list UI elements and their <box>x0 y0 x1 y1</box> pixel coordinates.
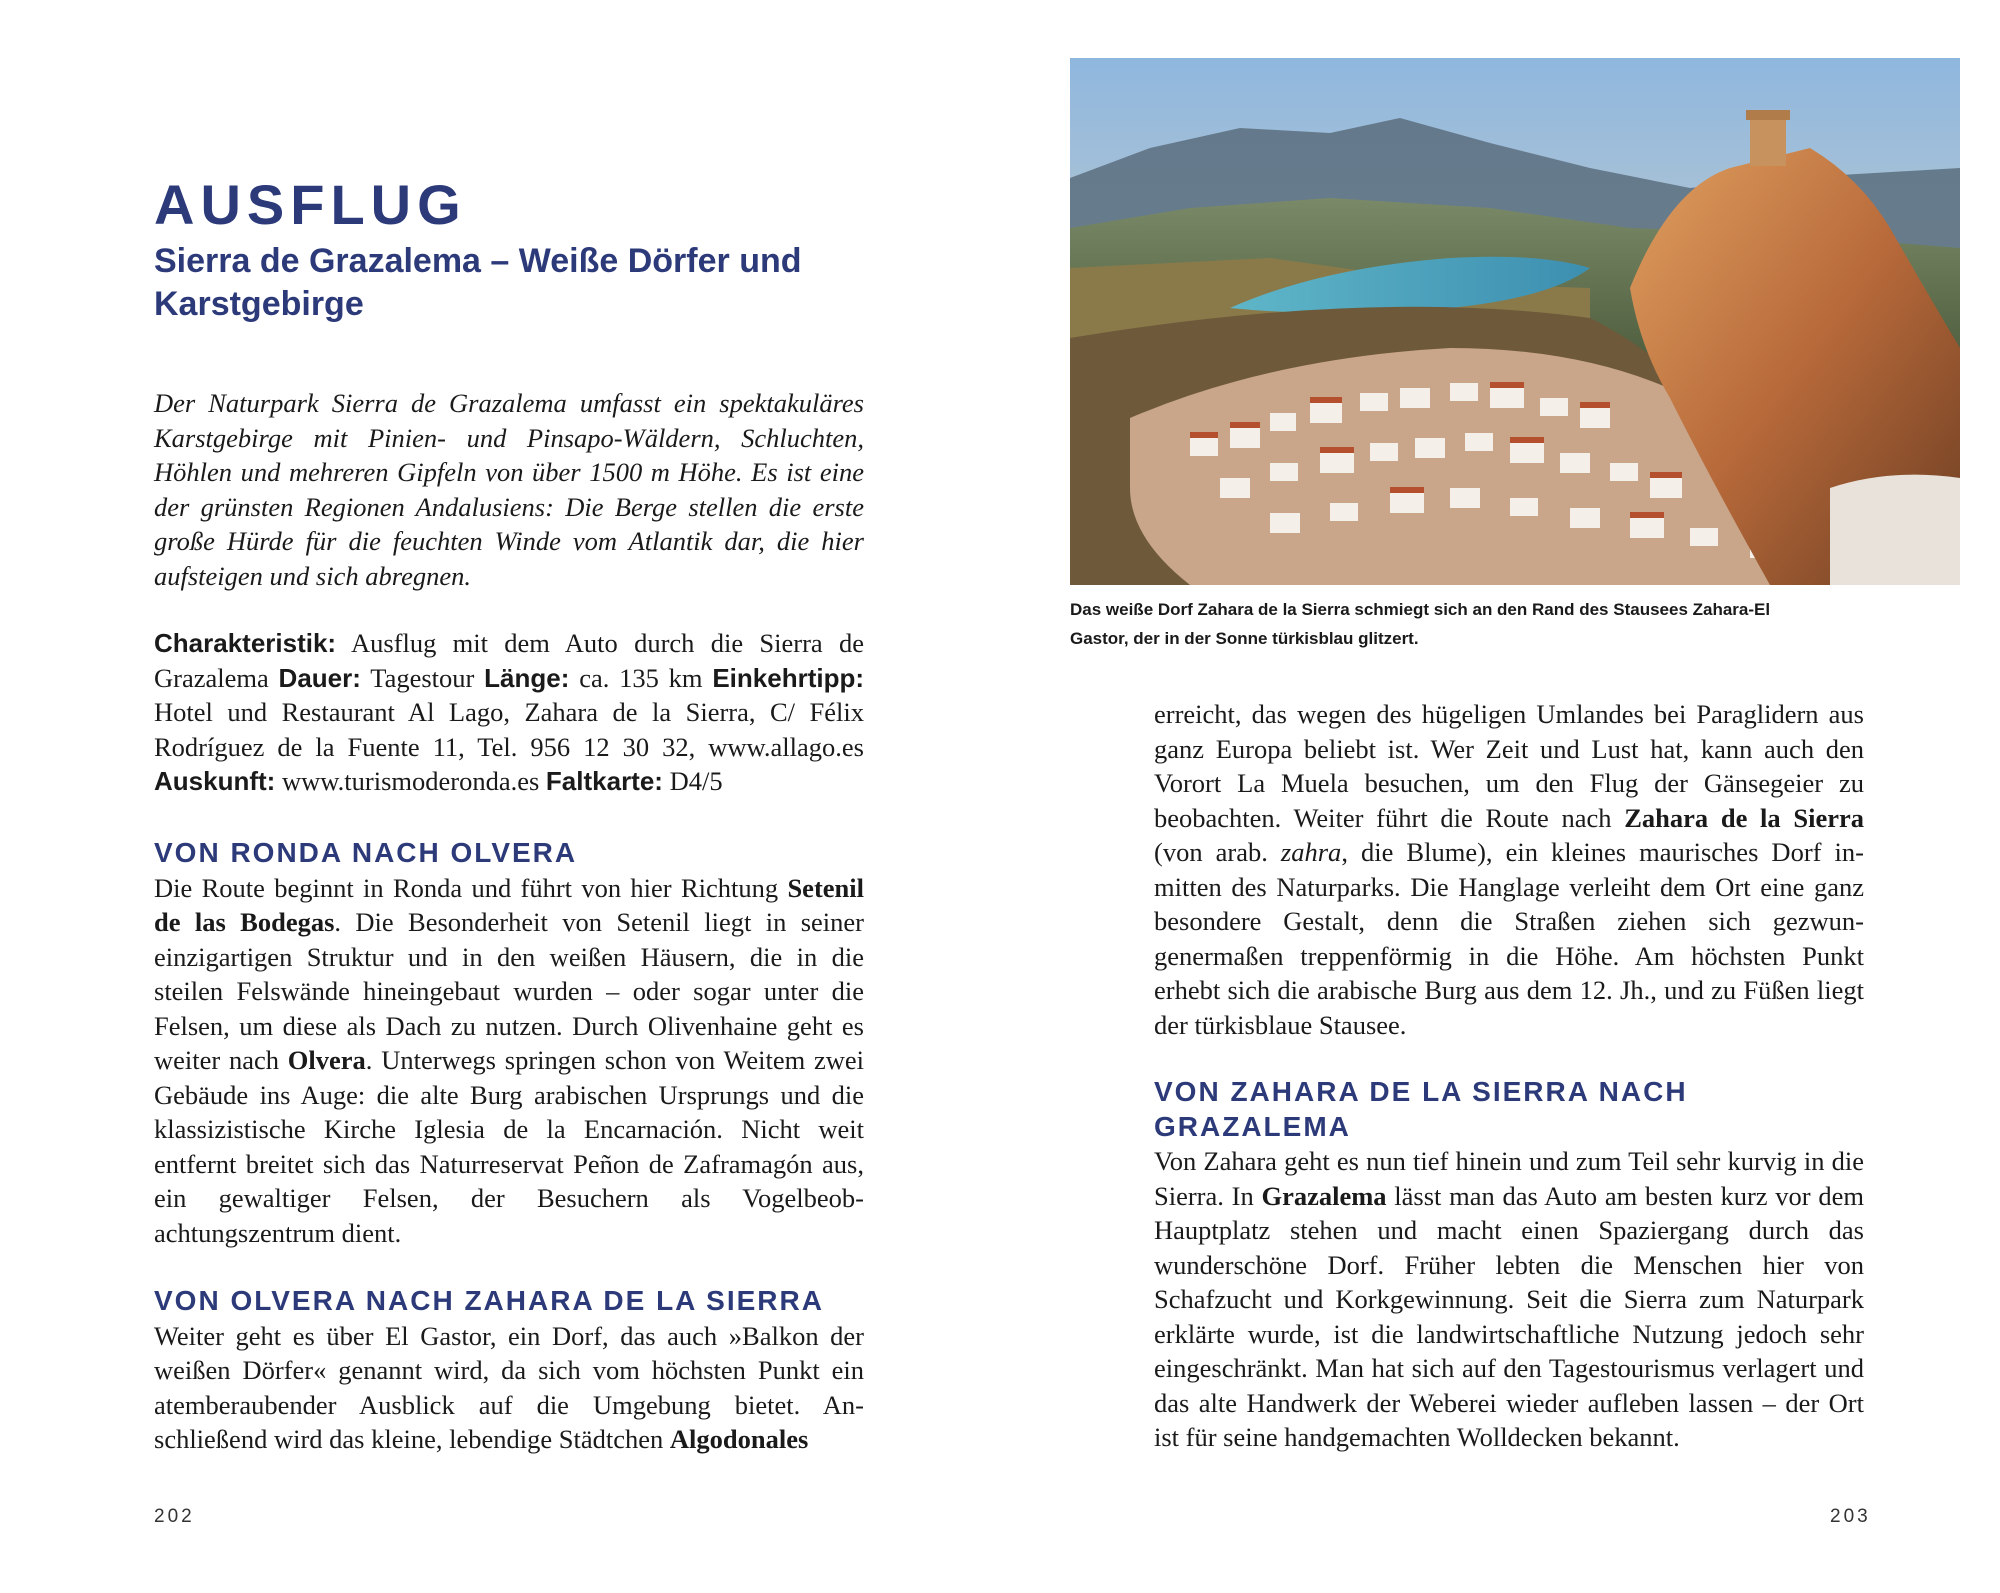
facts-dauer-value: Tagestour <box>370 662 475 693</box>
section-heading: VON RONDA NACH OLVERA <box>154 837 578 868</box>
section-olvera-zahara <box>154 1284 864 1457</box>
page-number-right: 203 <box>1830 1506 1871 1527</box>
page-number-left: 202 <box>154 1506 195 1527</box>
facts-char-label: Charakteristik: <box>154 628 337 658</box>
bold-place-name: Grazalema <box>1261 1180 1387 1211</box>
text-run: Von Zahara geht es nun tief hinein und zum Teil sehr kurvig in die Sierra. In <box>1154 1146 1864 1211</box>
landscape-photo <box>1070 58 1960 585</box>
text-run: . Die Besonderheit von Setenil liegt in seiner einzigartigen Struktur und in den weißen Häusern, die in die steilen Felswände hineingebaut wurden – oder sogar unter die Felsen, um diese als Dach zu nutzen. Durch Olivenhaine geht es weiter nach <box>154 907 865 1075</box>
text-run: . Unterwegs springen schon von Weitem zwei Gebäude ins Auge: die alte Burg arabischen Ursprungs und die klassizistische Kirche Iglesia de la Encarnación. Nicht weit entfernt breitet sich das Naturreservat Peñon de Zaframagón aus, ein gewaltiger Felsen, der Besuchern als Vogelbeobachtungszentrum dient. <box>154 1045 864 1248</box>
text-run: , die Blume), ein kleines maurisches Dorf inmitten des Naturparks. Die Hanglage verleiht dem Ort eine ganz besondere Gestalt, denn die Straßen ziehen sich gezwungenermaßen treppenförmig in die Höhe. Am höchsten Punkt erhebt sich die arabische Burg aus dem 12. Jh., und zu Füßen liegt der türkisblaue Stausee. <box>1154 837 1864 1040</box>
facts-dauer-label: Dauer: <box>278 662 361 693</box>
section-zahara-grazalema <box>1154 1075 1864 1455</box>
section-heading: VON OLVERA NACH ZAHARA DE LA SIERRA <box>154 1285 824 1316</box>
facts-faltkarte-value: D4/5 <box>669 766 723 796</box>
facts-laenge-label: Länge: <box>484 662 570 693</box>
section-heading: VON ZAHARA DE LA SIERRA NACH GRAZALEMA <box>1154 1076 1688 1142</box>
right-page <box>1000 0 2000 1593</box>
facts-auskunft-label: Auskunft: <box>154 766 276 796</box>
text-run: lässt man das Auto am besten kurz vor dem Hauptplatz stehen und macht einen Spaziergang durch das wunderschöne Dorf. Früher lebten die Menschen hier von Schafzucht und Korkgewinnung. Seit die Sierra zum Naturpark erklärte wurde, ist die landwirtschaftliche Nutzung jedoch sehr eingeschränkt. Man hat sich auf den Tagestourismus verlagert und das alte Handwerk der Weberei wieder aufleben lassen – der Ort ist für seine handgemachten Wolldecken bekannt. <box>1154 1180 1864 1452</box>
section-body <box>154 871 864 1251</box>
continuation-text <box>1154 697 1864 1042</box>
facts-auskunft-value: www.turismoderonda.es <box>281 766 540 796</box>
text-run: erreicht, das wegen des hügeligen Umlandes bei Paraglidern aus ganz Europa beliebt ist. Wer Zeit und Lust hat, kann auch den Vorort La Muela besuchen, um den Flug der Gänsegeier zu beobachten. Weiter führt die Route nach <box>1154 699 1864 833</box>
bold-place-name: Zahara de la Sierra <box>1624 802 1864 833</box>
page-title: AUSFLUG <box>154 173 467 236</box>
bold-place-name: Setenil de las Bodegas <box>154 872 864 937</box>
section-body <box>1154 1144 1864 1455</box>
text-run: Weiter geht es über El Gastor, ein Dorf, das auch »Balkon der weißen Dörfer« genannt wird, da sich vom höchsten Punkt ein atemberaubender Ausblick auf die Umgebung bietet. Anschließend wird das kleine, lebendige Städtchen <box>154 1320 864 1454</box>
photo-caption: Das weiße Dorf Zahara de la Sierra schmiegt sich an den Rand des Stausees Zahara-El Gastor, der in der Sonne türkisblau glitzert. <box>1070 600 1771 648</box>
section-body <box>1154 697 1864 1042</box>
photo-illustration <box>1070 58 1960 585</box>
text-run: Die Route beginnt in Ronda und führt von hier Richtung <box>154 872 788 903</box>
facts-einkehr-label: Einkehrtipp: <box>712 662 865 693</box>
facts-laenge-value: ca. 135 km <box>579 662 703 693</box>
intro-paragraph: Der Naturpark Sierra de Grazalema umfasst ein spektakuläres Karstgebirge mit Pinien- und Pinsapo-Wäldern, Schluchten, Höhlen und mehreren Gipfeln von über 1500 m Höhe. Es ist eine der grünsten Regionen Andalusiens: Die Berge stellen die erste große Hürde für die feuchten Winde vom Atlantik dar, die hier aufsteigen und sich abregnen. <box>154 388 864 591</box>
facts-char-value: Ausflug mit dem Auto durch die Sierra de Grazalema <box>154 628 864 693</box>
text-run: (von arab. <box>1154 837 1281 867</box>
bold-place-name: Algodonales <box>669 1424 809 1454</box>
page-subtitle: Sierra de Grazalema – Weiße Dörfer und Karstgebirge <box>154 242 802 323</box>
italic-word: zahra <box>1280 837 1342 867</box>
section-ronda-olvera <box>154 836 864 1250</box>
section-body <box>154 1319 864 1457</box>
bold-place-name: Olvera <box>287 1045 366 1075</box>
facts-box <box>154 626 864 799</box>
facts-faltkarte-label: Faltkarte: <box>545 766 663 796</box>
facts-einkehr-value: Hotel und Restaurant Al Lago, Zahara de la Sierra, C/ Félix Rodríguez de la Fuente 11, Tel. 956 12 30 32, www.allago.es <box>154 697 864 762</box>
